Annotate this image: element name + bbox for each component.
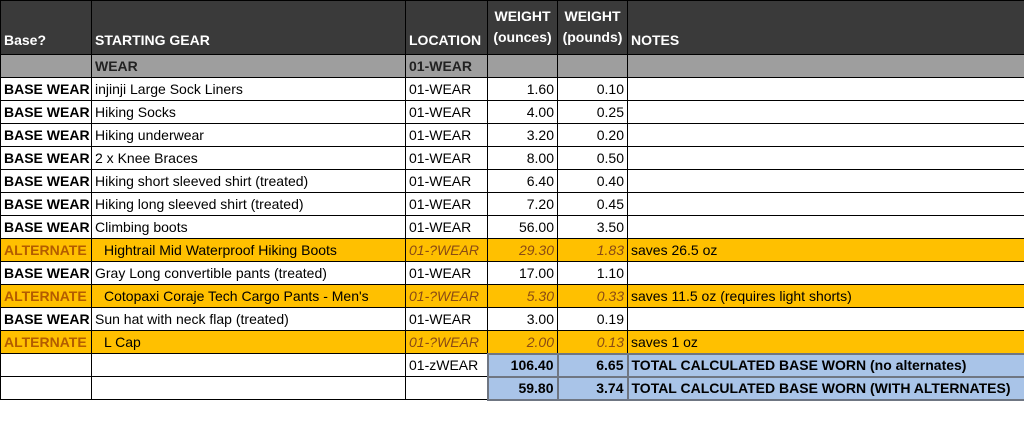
header-weight-ounces-line2: (ounces) <box>493 29 552 45</box>
location-cell[interactable]: 01-WEAR <box>406 124 488 147</box>
base-cell[interactable]: BASE WEAR <box>1 308 92 331</box>
section-notes-cell[interactable] <box>628 55 1024 78</box>
total-row-with-alternates <box>1 377 1024 400</box>
table-row <box>1 78 1024 101</box>
table-row <box>1 262 1024 285</box>
total-ounces-cell[interactable]: 106.40 <box>488 354 558 377</box>
location-cell[interactable]: 01-WEAR <box>406 78 488 101</box>
location-cell[interactable]: 01-?WEAR <box>406 331 488 354</box>
gear-cell[interactable]: Hiking Socks <box>92 101 406 124</box>
header-weight-ounces-line1: WEIGHT <box>494 8 551 24</box>
weight-pounds-cell[interactable]: 0.33 <box>558 285 628 308</box>
notes-cell[interactable] <box>628 170 1024 193</box>
gear-cell[interactable]: Sun hat with neck flap (treated) <box>92 308 406 331</box>
header-notes[interactable]: NOTES <box>628 1 1024 55</box>
weight-ounces-cell[interactable]: 29.30 <box>488 239 558 262</box>
base-cell[interactable]: ALTERNATE <box>1 239 92 262</box>
section-lb-cell[interactable] <box>558 55 628 78</box>
weight-pounds-cell[interactable]: 1.83 <box>558 239 628 262</box>
section-row <box>1 55 1024 78</box>
location-cell[interactable]: 01-WEAR <box>406 262 488 285</box>
section-location-cell[interactable]: 01-WEAR <box>406 55 488 78</box>
weight-ounces-cell[interactable]: 3.00 <box>488 308 558 331</box>
base-cell[interactable] <box>1 377 92 400</box>
notes-cell[interactable] <box>628 78 1024 101</box>
notes-cell[interactable] <box>628 308 1024 331</box>
header-weight-ounces[interactable] <box>488 1 558 55</box>
gear-cell[interactable]: Hiking long sleeved shirt (treated) <box>92 193 406 216</box>
section-base-cell[interactable] <box>1 55 92 78</box>
table-row <box>1 101 1024 124</box>
base-cell[interactable]: ALTERNATE <box>1 331 92 354</box>
weight-pounds-cell[interactable]: 3.50 <box>558 216 628 239</box>
header-weight-pounds-line2: (pounds) <box>562 29 623 45</box>
gear-cell[interactable]: 2 x Knee Braces <box>92 147 406 170</box>
weight-ounces-cell[interactable]: 56.00 <box>488 216 558 239</box>
weight-pounds-cell[interactable]: 0.20 <box>558 124 628 147</box>
location-cell[interactable]: 01-WEAR <box>406 216 488 239</box>
weight-ounces-cell[interactable]: 3.20 <box>488 124 558 147</box>
weight-ounces-cell[interactable]: 7.20 <box>488 193 558 216</box>
section-oz-cell[interactable] <box>488 55 558 78</box>
weight-pounds-cell[interactable]: 0.50 <box>558 147 628 170</box>
header-starting-gear[interactable]: STARTING GEAR <box>92 1 406 55</box>
base-cell[interactable]: BASE WEAR <box>1 147 92 170</box>
location-cell[interactable]: 01-?WEAR <box>406 239 488 262</box>
location-cell[interactable]: 01-zWEAR <box>406 354 488 377</box>
base-cell[interactable]: ALTERNATE <box>1 285 92 308</box>
base-cell[interactable]: BASE WEAR <box>1 124 92 147</box>
alternate-row <box>1 239 1024 262</box>
base-cell[interactable]: BASE WEAR <box>1 216 92 239</box>
weight-pounds-cell[interactable]: 0.40 <box>558 170 628 193</box>
location-cell[interactable]: 01-WEAR <box>406 193 488 216</box>
gear-cell[interactable]: Hiking short sleeved shirt (treated) <box>92 170 406 193</box>
table-row <box>1 308 1024 331</box>
weight-ounces-cell[interactable]: 6.40 <box>488 170 558 193</box>
table-row <box>1 216 1024 239</box>
table-row <box>1 193 1024 216</box>
base-cell[interactable] <box>1 354 92 377</box>
location-cell[interactable]: 01-?WEAR <box>406 285 488 308</box>
location-cell[interactable]: 01-WEAR <box>406 147 488 170</box>
total-ounces-cell[interactable]: 59.80 <box>488 377 558 400</box>
total-pounds-cell[interactable]: 3.74 <box>558 377 628 400</box>
weight-ounces-cell[interactable]: 8.00 <box>488 147 558 170</box>
location-cell[interactable]: 01-WEAR <box>406 170 488 193</box>
weight-pounds-cell[interactable]: 0.10 <box>558 78 628 101</box>
gear-cell[interactable]: Hiking underwear <box>92 124 406 147</box>
base-cell[interactable]: BASE WEAR <box>1 193 92 216</box>
gear-cell[interactable]: Cotopaxi Coraje Tech Cargo Pants - Men's <box>92 285 406 308</box>
notes-cell[interactable] <box>628 262 1024 285</box>
total-row-no-alternates <box>1 354 1024 377</box>
header-base[interactable]: Base? <box>1 1 92 55</box>
gear-cell[interactable]: Hightrail Mid Waterproof Hiking Boots <box>92 239 406 262</box>
gear-cell[interactable]: L Cap <box>92 331 406 354</box>
alternate-row <box>1 285 1024 308</box>
base-cell[interactable]: BASE WEAR <box>1 170 92 193</box>
section-gear-cell[interactable]: WEAR <box>92 55 406 78</box>
location-cell[interactable] <box>406 377 488 400</box>
weight-pounds-cell[interactable]: 0.19 <box>558 308 628 331</box>
notes-cell[interactable] <box>628 124 1024 147</box>
weight-pounds-cell[interactable]: 0.25 <box>558 101 628 124</box>
table-row <box>1 124 1024 147</box>
notes-cell[interactable]: saves 11.5 oz (requires light shorts) <box>628 285 1024 308</box>
header-weight-pounds-line1: WEIGHT <box>564 8 621 24</box>
notes-cell[interactable] <box>628 101 1024 124</box>
total-label-cell[interactable]: TOTAL CALCULATED BASE WORN (no alternates) <box>628 354 1024 377</box>
notes-cell[interactable]: saves 26.5 oz <box>628 239 1024 262</box>
gear-cell[interactable]: Gray Long convertible pants (treated) <box>92 262 406 285</box>
total-label-cell[interactable]: TOTAL CALCULATED BASE WORN (WITH ALTERNATES) <box>628 377 1024 400</box>
weight-ounces-cell[interactable]: 1.60 <box>488 78 558 101</box>
base-cell[interactable]: BASE WEAR <box>1 101 92 124</box>
gear-cell[interactable]: injinji Large Sock Liners <box>92 78 406 101</box>
table-row <box>1 170 1024 193</box>
header-location[interactable]: LOCATION <box>406 1 488 55</box>
header-weight-pounds[interactable] <box>558 1 628 55</box>
weight-ounces-cell[interactable]: 5.30 <box>488 285 558 308</box>
location-cell[interactable]: 01-WEAR <box>406 101 488 124</box>
weight-ounces-cell[interactable]: 17.00 <box>488 262 558 285</box>
notes-cell[interactable] <box>628 216 1024 239</box>
weight-ounces-cell[interactable]: 4.00 <box>488 101 558 124</box>
weight-pounds-cell[interactable]: 0.13 <box>558 331 628 354</box>
base-cell[interactable]: BASE WEAR <box>1 262 92 285</box>
notes-cell[interactable] <box>628 147 1024 170</box>
header-row <box>1 1 1024 55</box>
gear-cell[interactable] <box>92 354 406 377</box>
table-row <box>1 147 1024 170</box>
notes-cell[interactable] <box>628 193 1024 216</box>
total-pounds-cell[interactable]: 6.65 <box>558 354 628 377</box>
gear-cell[interactable]: Climbing boots <box>92 216 406 239</box>
gear-cell[interactable] <box>92 377 406 400</box>
weight-ounces-cell[interactable]: 2.00 <box>488 331 558 354</box>
alternate-row <box>1 331 1024 354</box>
notes-cell[interactable]: saves 1 oz <box>628 331 1024 354</box>
weight-pounds-cell[interactable]: 0.45 <box>558 193 628 216</box>
location-cell[interactable]: 01-WEAR <box>406 308 488 331</box>
base-cell[interactable]: BASE WEAR <box>1 78 92 101</box>
weight-pounds-cell[interactable]: 1.10 <box>558 262 628 285</box>
